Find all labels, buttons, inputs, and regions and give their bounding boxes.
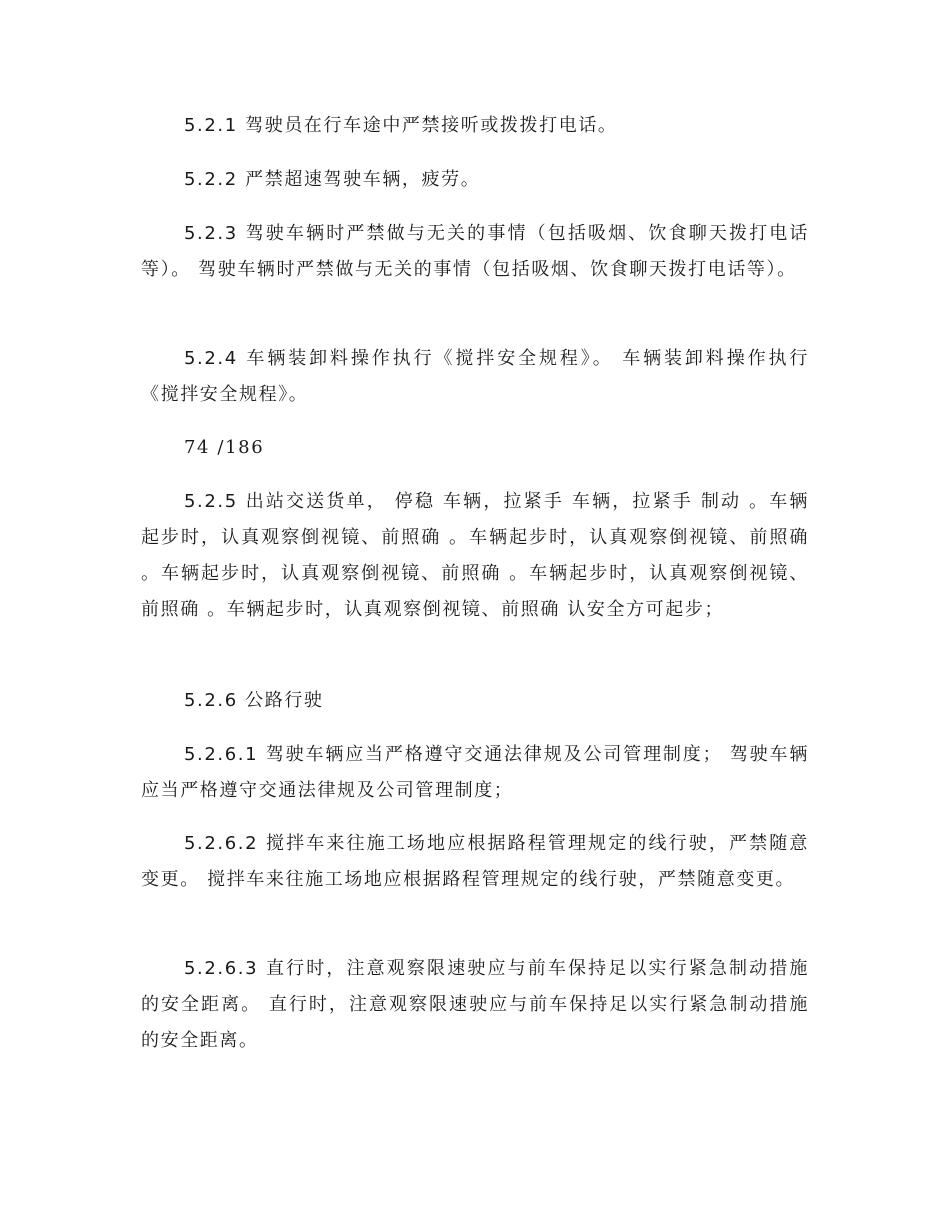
clause-5-2-3: 5.2.3 驾驶车辆时严禁做与无关的事情（包括吸烟、饮食聊天拨打电话等）。 驾驶车辆时严禁做与无关的事情（包括吸烟、饮食聊天拨打电话等）。	[141, 223, 809, 280]
clause-5-2-6-2: 5.2.6.2 搅拌车来往施工场地应根据路程管理规定的线行驶，严禁随意变更。 搅拌车来往施工场地应根据路程管理规定的线行驶，严禁随意变更。	[141, 833, 809, 890]
clause-5-2-6-heading: 5.2.6 公路行驶	[184, 690, 324, 711]
clause-5-2-5: 5.2.5 出站交送货单， 停稳 车辆，拉紧手 车辆，拉紧手 制动 。车辆起步时，认真观察倒视镜、前照确 。车辆起步时，认真观察倒视镜、前照确 。车辆起步时，认真观察倒视镜、前照确 。车辆起步时，认真观察倒视镜、前照确 。车辆起步时，认真观察倒视镜、前照确 认安全方可起步；	[141, 491, 809, 620]
clause-5-2-2: 5.2.2 严禁超速驾驶车辆，疲劳。	[184, 169, 481, 190]
page-number: 74 /186	[184, 437, 265, 458]
clause-5-2-4: 5.2.4 车辆装卸料操作执行《搅拌安全规程》。 车辆装卸料操作执行《搅拌安全规程》。	[141, 348, 809, 405]
clause-5-2-6-1: 5.2.6.1 驾驶车辆应当严格遵守交通法律规及公司管理制度； 驾驶车辆应当严格遵守交通法律规及公司管理制度；	[141, 744, 809, 801]
clause-5-2-6-3: 5.2.6.3 直行时，注意观察限速驶应与前车保持足以实行紧急制动措施的安全距离。 直行时，注意观察限速驶应与前车保持足以实行紧急制动措施的安全距离。	[141, 958, 809, 1051]
clause-5-2-1: 5.2.1 驾驶员在行车途中严禁接听或拨拨打电话。	[184, 115, 618, 136]
